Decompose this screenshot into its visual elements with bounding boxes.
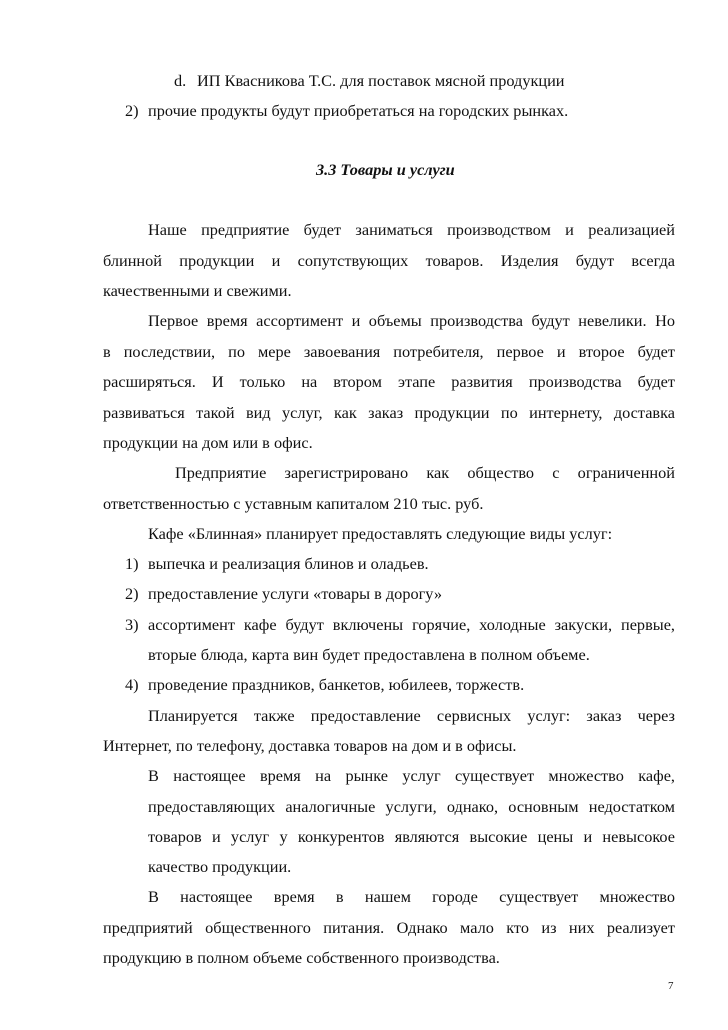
list-marker-d: d. — [174, 71, 187, 90]
paragraph-line: предоставляющих аналогичные услуги, однако, основным недостатком — [148, 797, 675, 816]
service-marker: 3) — [125, 615, 139, 634]
paragraph-line: Наше предприятие будет заниматься производством и реализацией — [148, 220, 675, 239]
service-item: ассортимент кафе будут включены горячие, холодные закуски, первые, — [148, 615, 675, 634]
paragraph-line: Планируется также предоставление сервисных услуг: заказ через — [148, 706, 675, 725]
paragraph-line: в последствии, по мере завоевания потребителя, первое и второе будет — [103, 342, 675, 361]
paragraph-line: ответственностью с уставным капиталом 210 тыс. руб. — [103, 494, 484, 513]
page-number: 7 — [668, 980, 674, 992]
paragraph-line: качество продукции. — [148, 857, 292, 876]
paragraph-line: Кафе «Блинная» планирует предоставлять следующие виды услуг: — [148, 524, 613, 543]
list-item-2-text: прочие продукты будут приобретаться на городских рынках. — [148, 101, 569, 120]
section-heading: 3.3 Товары и услуги — [316, 160, 455, 179]
paragraph-line: продукцию в полном объеме собственного производства. — [103, 948, 500, 967]
paragraph-line: качественными и свежими. — [103, 281, 292, 300]
paragraph-line: предприятий общественного питания. Однако мало кто из них реализует — [103, 918, 675, 937]
paragraph-line: развиваться такой вид услуг, как заказ продукции по интернету, доставка — [103, 403, 675, 422]
paragraph-line: расширяться. И только на втором этапе развития производства будет — [103, 372, 675, 391]
paragraph-line: продукции на дом или в офис. — [103, 433, 313, 452]
service-item: выпечка и реализация блинов и оладьев. — [148, 554, 429, 573]
paragraph-line: В настоящее время в нашем городе существует множество — [148, 887, 675, 906]
paragraph-line: блинной продукции и сопутствующих товаров. Изделия будут всегда — [103, 251, 675, 270]
paragraph-line: Первое время ассортимент и объемы производства будут невелики. Но — [148, 311, 675, 330]
service-item: предоставление услуги «товары в дорогу» — [148, 584, 442, 603]
paragraph-line: Предприятие зарегистрировано как общество с ограниченной — [175, 463, 675, 482]
service-marker: 2) — [125, 584, 139, 603]
service-item-continuation: вторые блюда, карта вин будет предоставлена в полном объеме. — [148, 645, 590, 664]
service-marker: 1) — [125, 554, 139, 573]
service-marker: 4) — [125, 675, 139, 694]
list-item-d-text: ИП Квасникова Т.С. для поставок мясной продукции — [197, 71, 565, 90]
paragraph-line: В настоящее время на рынке услуг существует множество кафе, — [148, 766, 675, 785]
paragraph-line: Интернет, по телефону, доставка товаров на дом и в офисы. — [103, 736, 517, 755]
service-item: проведение праздников, банкетов, юбилеев, торжеств. — [148, 675, 525, 694]
list-marker-2: 2) — [125, 101, 139, 120]
paragraph-line: товаров и услуг у конкурентов являются высокие цены и невысокое — [148, 827, 675, 846]
